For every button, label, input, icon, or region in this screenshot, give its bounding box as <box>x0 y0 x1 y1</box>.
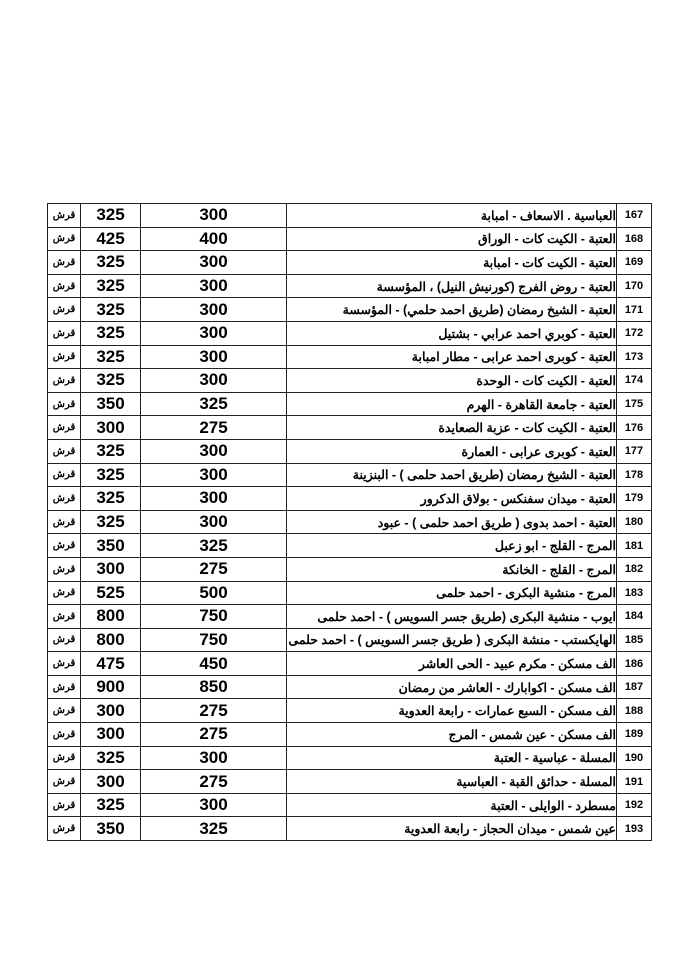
line-number-cell: 179 <box>617 487 652 511</box>
new-fare-cell: 325 <box>81 204 141 228</box>
route-cell: المرج - القلج - ابو زعبل <box>287 534 617 558</box>
line-number-cell: 175 <box>617 392 652 416</box>
old-fare-cell: 300 <box>141 251 287 275</box>
currency-unit-cell: قرش <box>48 298 81 322</box>
line-number-cell: 188 <box>617 699 652 723</box>
currency-unit-cell: قرش <box>48 369 81 393</box>
route-cell: العتبة - الكيت كات - عزبة الصعايدة <box>287 416 617 440</box>
new-fare-cell: 325 <box>81 298 141 322</box>
currency-unit-cell: قرش <box>48 746 81 770</box>
table-row <box>48 675 652 699</box>
currency-unit-cell: قرش <box>48 699 81 723</box>
table-row <box>48 345 652 369</box>
old-fare-cell: 275 <box>141 699 287 723</box>
table-row <box>48 699 652 723</box>
table-row <box>48 369 652 393</box>
line-number-cell: 171 <box>617 298 652 322</box>
route-cell: العتبة - ميدان سفنكس - بولاق الدكرور <box>287 487 617 511</box>
old-fare-cell: 300 <box>141 487 287 511</box>
route-cell: العتبة - الكيت كات - امبابة <box>287 251 617 275</box>
line-number-cell: 182 <box>617 557 652 581</box>
old-fare-cell: 750 <box>141 628 287 652</box>
route-cell: العتبة - احمد بدوى ( طريق احمد حلمى ) - عبود <box>287 510 617 534</box>
currency-unit-cell: قرش <box>48 345 81 369</box>
old-fare-cell: 300 <box>141 204 287 228</box>
table-row <box>48 510 652 534</box>
new-fare-cell: 300 <box>81 770 141 794</box>
table-row <box>48 723 652 747</box>
currency-unit-cell: قرش <box>48 392 81 416</box>
currency-unit-cell: قرش <box>48 463 81 487</box>
old-fare-cell: 325 <box>141 817 287 841</box>
old-fare-cell: 300 <box>141 298 287 322</box>
new-fare-cell: 325 <box>81 274 141 298</box>
route-cell: العتبة - الشيخ رمضان (طريق احمد حلمى ) - البنزينة <box>287 463 617 487</box>
new-fare-cell: 350 <box>81 392 141 416</box>
route-cell: مسطرد - الوايلى - العتبة <box>287 793 617 817</box>
route-cell: الف مسكن - اكوابارك - العاشر من رمضان <box>287 675 617 699</box>
new-fare-cell: 325 <box>81 463 141 487</box>
new-fare-cell: 325 <box>81 369 141 393</box>
line-number-cell: 187 <box>617 675 652 699</box>
currency-unit-cell: قرش <box>48 652 81 676</box>
line-number-cell: 184 <box>617 605 652 629</box>
new-fare-cell: 325 <box>81 439 141 463</box>
line-number-cell: 192 <box>617 793 652 817</box>
table-row <box>48 793 652 817</box>
currency-unit-cell: قرش <box>48 770 81 794</box>
table-row <box>48 298 652 322</box>
new-fare-cell: 325 <box>81 746 141 770</box>
line-number-cell: 180 <box>617 510 652 534</box>
route-cell: الف مسكن - عين شمس - المرج <box>287 723 617 747</box>
currency-unit-cell: قرش <box>48 723 81 747</box>
currency-unit-cell: قرش <box>48 817 81 841</box>
new-fare-cell: 300 <box>81 557 141 581</box>
new-fare-cell: 325 <box>81 345 141 369</box>
route-cell: العتبة - الكيت كات - الوراق <box>287 227 617 251</box>
line-number-cell: 168 <box>617 227 652 251</box>
new-fare-cell: 900 <box>81 675 141 699</box>
table-row <box>48 652 652 676</box>
new-fare-cell: 350 <box>81 817 141 841</box>
table-row <box>48 557 652 581</box>
old-fare-cell: 300 <box>141 439 287 463</box>
route-cell: ايوب - منشية البكرى (طريق جسر السويس ) - احمد حلمى <box>287 605 617 629</box>
line-number-cell: 170 <box>617 274 652 298</box>
table-row <box>48 321 652 345</box>
line-number-cell: 191 <box>617 770 652 794</box>
route-cell: العتبة - كوبري احمد عرابي - بشتيل <box>287 321 617 345</box>
new-fare-cell: 800 <box>81 605 141 629</box>
route-cell: العتبة - كوبرى احمد عرابى - مطار امبابة <box>287 345 617 369</box>
route-cell: المرج - القلج - الخانكة <box>287 557 617 581</box>
table-row <box>48 274 652 298</box>
line-number-cell: 190 <box>617 746 652 770</box>
currency-unit-cell: قرش <box>48 227 81 251</box>
old-fare-cell: 500 <box>141 581 287 605</box>
fare-table-body <box>48 204 652 841</box>
old-fare-cell: 300 <box>141 274 287 298</box>
table-row <box>48 770 652 794</box>
route-cell: العتبة - كوبرى عرابى - العمارة <box>287 439 617 463</box>
table-row <box>48 392 652 416</box>
line-number-cell: 185 <box>617 628 652 652</box>
line-number-cell: 167 <box>617 204 652 228</box>
old-fare-cell: 325 <box>141 534 287 558</box>
new-fare-cell: 800 <box>81 628 141 652</box>
table-row <box>48 227 652 251</box>
new-fare-cell: 300 <box>81 723 141 747</box>
route-cell: الف مسكن - السبع عمارات - رابعة العدوية <box>287 699 617 723</box>
currency-unit-cell: قرش <box>48 439 81 463</box>
table-row <box>48 817 652 841</box>
old-fare-cell: 275 <box>141 770 287 794</box>
table-row <box>48 439 652 463</box>
table-row <box>48 628 652 652</box>
old-fare-cell: 300 <box>141 746 287 770</box>
new-fare-cell: 325 <box>81 487 141 511</box>
new-fare-cell: 325 <box>81 251 141 275</box>
line-number-cell: 193 <box>617 817 652 841</box>
currency-unit-cell: قرش <box>48 557 81 581</box>
fare-table <box>47 203 652 841</box>
route-cell: العتبة - الكيت كات - الوحدة <box>287 369 617 393</box>
new-fare-cell: 475 <box>81 652 141 676</box>
line-number-cell: 181 <box>617 534 652 558</box>
line-number-cell: 169 <box>617 251 652 275</box>
line-number-cell: 174 <box>617 369 652 393</box>
route-cell: العتبة - جامعة القاهرة - الهرم <box>287 392 617 416</box>
route-cell: المسلة - حدائق القبة - العباسية <box>287 770 617 794</box>
table-row <box>48 251 652 275</box>
route-cell: العتبة - روض الفرج (كورنيش النيل) ، المؤسسة <box>287 274 617 298</box>
route-cell: المرج - منشية البكرى - احمد حلمى <box>287 581 617 605</box>
table-row <box>48 746 652 770</box>
currency-unit-cell: قرش <box>48 487 81 511</box>
currency-unit-cell: قرش <box>48 605 81 629</box>
old-fare-cell: 325 <box>141 392 287 416</box>
table-row <box>48 487 652 511</box>
old-fare-cell: 400 <box>141 227 287 251</box>
old-fare-cell: 300 <box>141 510 287 534</box>
route-cell: الهايكستب - منشة البكرى ( طريق جسر السويس ) - احمد حلمى <box>287 628 617 652</box>
old-fare-cell: 300 <box>141 321 287 345</box>
line-number-cell: 176 <box>617 416 652 440</box>
new-fare-cell: 300 <box>81 699 141 723</box>
currency-unit-cell: قرش <box>48 510 81 534</box>
new-fare-cell: 425 <box>81 227 141 251</box>
line-number-cell: 178 <box>617 463 652 487</box>
currency-unit-cell: قرش <box>48 251 81 275</box>
old-fare-cell: 275 <box>141 416 287 440</box>
table-row <box>48 204 652 228</box>
route-cell: العتبة - الشيخ رمضان (طريق احمد حلمي) - المؤسسة <box>287 298 617 322</box>
old-fare-cell: 450 <box>141 652 287 676</box>
line-number-cell: 172 <box>617 321 652 345</box>
new-fare-cell: 325 <box>81 510 141 534</box>
new-fare-cell: 300 <box>81 416 141 440</box>
route-cell: الف مسكن - مكرم عبيد - الحى العاشر <box>287 652 617 676</box>
currency-unit-cell: قرش <box>48 675 81 699</box>
currency-unit-cell: قرش <box>48 534 81 558</box>
route-cell: المسلة - عباسية - العتبة <box>287 746 617 770</box>
new-fare-cell: 525 <box>81 581 141 605</box>
old-fare-cell: 300 <box>141 345 287 369</box>
table-row <box>48 581 652 605</box>
old-fare-cell: 275 <box>141 723 287 747</box>
new-fare-cell: 325 <box>81 321 141 345</box>
route-cell: العباسية . الاسعاف - امبابة <box>287 204 617 228</box>
currency-unit-cell: قرش <box>48 581 81 605</box>
currency-unit-cell: قرش <box>48 416 81 440</box>
line-number-cell: 183 <box>617 581 652 605</box>
currency-unit-cell: قرش <box>48 274 81 298</box>
currency-unit-cell: قرش <box>48 204 81 228</box>
new-fare-cell: 350 <box>81 534 141 558</box>
route-cell: عين شمس - ميدان الحجاز - رابعة العدوية <box>287 817 617 841</box>
old-fare-cell: 275 <box>141 557 287 581</box>
new-fare-cell: 325 <box>81 793 141 817</box>
old-fare-cell: 750 <box>141 605 287 629</box>
currency-unit-cell: قرش <box>48 321 81 345</box>
old-fare-cell: 300 <box>141 463 287 487</box>
old-fare-cell: 300 <box>141 369 287 393</box>
table-row <box>48 416 652 440</box>
line-number-cell: 173 <box>617 345 652 369</box>
old-fare-cell: 850 <box>141 675 287 699</box>
old-fare-cell: 300 <box>141 793 287 817</box>
currency-unit-cell: قرش <box>48 628 81 652</box>
table-row <box>48 605 652 629</box>
line-number-cell: 189 <box>617 723 652 747</box>
currency-unit-cell: قرش <box>48 793 81 817</box>
line-number-cell: 177 <box>617 439 652 463</box>
table-row <box>48 534 652 558</box>
line-number-cell: 186 <box>617 652 652 676</box>
table-row <box>48 463 652 487</box>
